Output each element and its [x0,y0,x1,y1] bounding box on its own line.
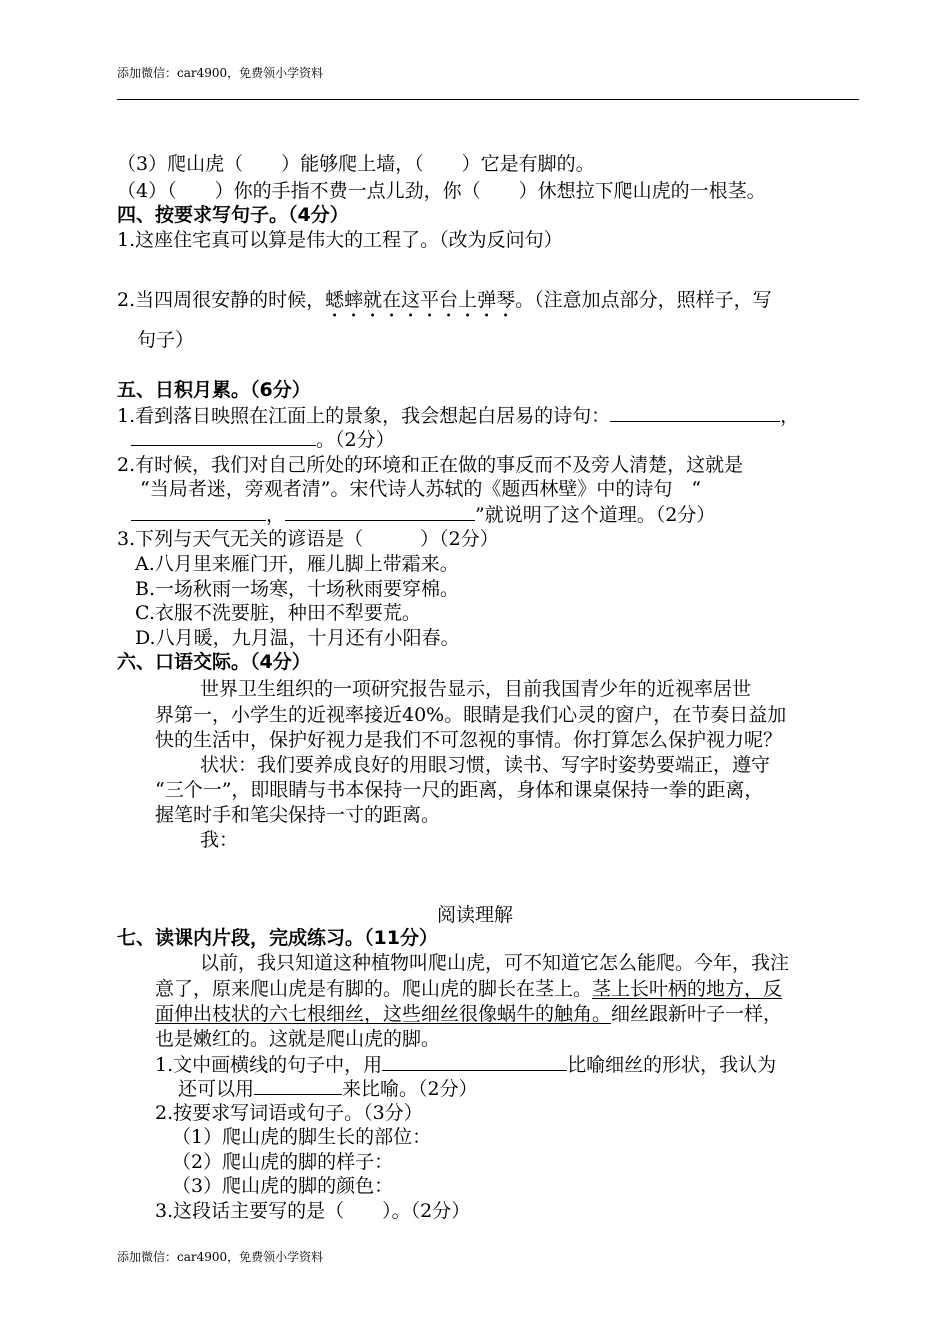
sec5-item-2: 2.有时候，我们对自己所处的环境和正在做的事反而不及旁人清楚，这就是 [117,454,744,476]
sec7-q1-text: 1.文中画横线的句子中，用 [155,1054,383,1076]
sec5-item-2-line2: “当局者迷，旁观者清”。宋代诗人苏轼的《题西林壁》中的诗句 “ [140,478,702,500]
sec5-item-3: 3.下列与天气无关的谚语是（ ）（2分） [117,528,499,550]
sec7-q2-3: （3）爬山虎的脚的颜色： [172,1175,394,1197]
sec7-q2: 2.按要求写词语或句子。（3分） [155,1102,423,1124]
section-6-title: 六、口语交际。（4分） [117,651,311,673]
section-4-title: 四、按要求写句子。（4分） [117,204,349,226]
sec7-q2-2: （2）爬山虎的脚的样子： [172,1151,394,1173]
sec6-para-line: 快的生活中，保护好视力是我们不可忽视的事情。你打算怎么保护视力呢？ [155,729,783,751]
header-rule [117,99,859,100]
sec7-q1-cont [178,1076,478,1101]
fill-in-3: （3）爬山虎（ ）能够爬上墙，（ ）它是有脚的。 [117,153,595,175]
sec7-para-line: 以前，我只知道这种植物叫爬山虎，可不知道它怎么能爬。今年，我注 [200,952,790,974]
option-b: B.一场秋雨一场寒，十场秋雨要穿棉。 [135,578,460,600]
sec6-para-line: 界第一，小学生的近视率接近40%。眼睛是我们心灵的窗户，在节奏日益加 [155,704,787,726]
fill-in-4: （4）（ ）你的手指不费一点儿劲，你（ ）休想拉下爬山虎的一根茎。 [117,180,766,202]
answer-blank[interactable] [254,1076,342,1095]
sec5-item-2-end: ”就说明了这个道理。（2分） [475,504,716,526]
sec7-text: 意了，原来爬山虎是有脚的。爬山虎的脚长在茎上。 [155,978,593,1000]
sec7-para-line [155,977,782,1001]
sec6-para-line: 握笔时手和笔尖保持一寸的距离。 [155,804,441,826]
sec4-item-2-start: 2.当四周很安静的时候， [117,289,326,311]
sec7-para-line [155,1002,782,1026]
comma: ， [780,405,800,427]
comma: ， [266,504,286,526]
sec7-text: 细丝跟新叶子一样， [611,1003,783,1025]
sec7-q3: 3.这段话主要写的是（ ）。（2分） [155,1200,471,1222]
option-c: C.衣服不洗要脏，种田不犁要荒。 [135,602,421,624]
sec6-para-line: “三个一”，即眼睛与书本保持一尺的距离，身体和课桌保持一拳的距离， [155,779,764,801]
answer-blank[interactable] [285,502,475,521]
answer-blank[interactable] [610,403,780,422]
sec7-q1-text: 来比喻。（2分） [342,1078,478,1100]
sec6-para-line: 状状：我们要养成良好的用眼习惯，读书、写字时姿势要端正，遵守 [200,754,771,776]
answer-blank[interactable] [382,1052,567,1071]
answer-blank[interactable] [131,502,266,521]
sec6-para-line: 世界卫生组织的一项研究报告显示，目前我国青少年的近视率居世 [200,678,752,700]
sec4-item-2-end: 。（注意加点部分，照样子，写 [515,289,772,311]
sec7-q1-text: 还可以用 [178,1078,255,1100]
reading-heading: 阅读理解 [436,904,513,926]
option-a: A.八月里来雁门开，雁儿脚上带霜来。 [135,553,459,575]
sec4-item-2-cont: 句子） [137,329,195,351]
dotted-emphasis: 蟋蟀就在这平台上弹琴 [325,289,516,311]
sec5-item-2-line3 [131,502,715,527]
underlined-sentence: 面伸出枝状的六七根细丝，这些细丝很像蜗牛的触角。 [155,1003,612,1025]
section-5-title: 五、日积月累。（6分） [117,379,311,401]
option-d: D.八月暖，九月温，十月还有小阳春。 [135,627,460,649]
sec5-item-1-cont [131,427,395,452]
section-7-title: 七、读课内片段，完成练习。（11分） [117,927,438,949]
answer-blank[interactable] [131,427,316,446]
sec7-para-line: 也是嫩红的。这就是爬山虎的脚。 [155,1028,441,1050]
sec4-item-1: 1.这座住宅真可以算是伟大的工程了。（改为反问句） [117,229,563,251]
underlined-sentence: 茎上长叶柄的地方，反 [592,978,783,1000]
page-footer: 添加微信：car4900，免费领小学资料 [117,1250,324,1264]
sec6-answer-label: 我： [200,829,239,851]
sec7-q2-1: （1）爬山虎的脚生长的部位： [172,1126,432,1148]
sec5-item-1-text: 1.看到落日映照在江面上的景象，我会想起白居易的诗句： [117,405,611,427]
sec7-q1 [155,1052,776,1077]
page-header: 添加微信：car4900，免费领小学资料 [117,66,324,80]
sec5-item-1-end: 。（2分） [316,429,395,451]
sec5-item-1 [117,403,799,428]
sec7-q1-text: 比喻细丝的形状，我认为 [567,1054,777,1076]
sec4-item-2 [117,288,772,322]
